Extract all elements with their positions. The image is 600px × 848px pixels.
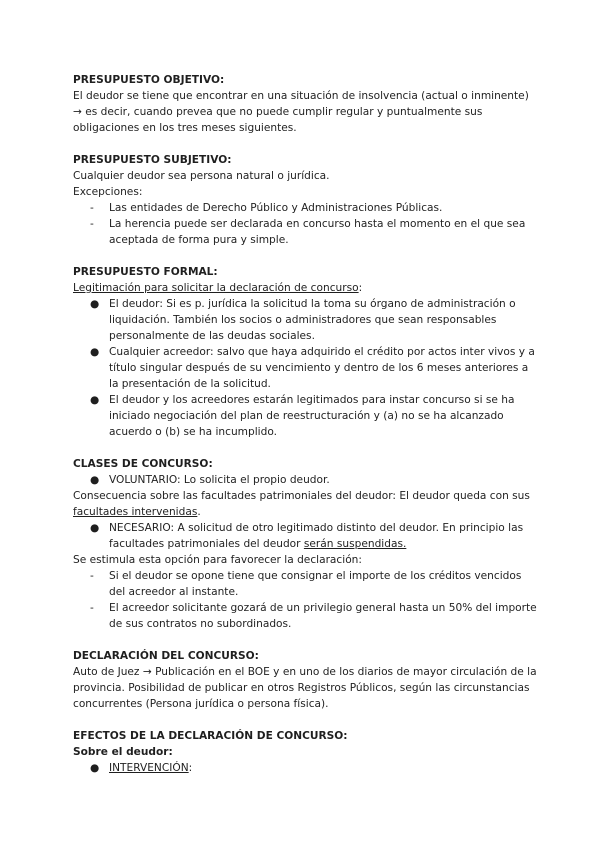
paragraph-objetivo: El deudor se tiene que encontrar en una situación de insolvencia (actual o inminente) → es decir, cuando prevea que no puede cumplir regular y puntualmente sus obligaciones en los tres meses siguientes. <box>73 90 529 134</box>
paragraph-declaracion: Auto de Juez → Publicación en el BOE y en uno de los diarios de mayor circulación de la provincia. Posibilidad de publicar en otros Registros Públicos, según las circunstancias concurrentes (Persona jurídica o persona física). <box>73 666 537 710</box>
section-declaracion-del-concurso <box>73 648 540 712</box>
list-item: - El acreedor solicitante gozará de un privilegio general hasta un 50% del importe de sus contratos no subordinados. <box>90 602 537 630</box>
list-voluntario <box>73 472 540 488</box>
list-item: - Las entidades de Derecho Público y Administraciones Públicas. <box>90 202 443 214</box>
paragraph-subjetivo: Cualquier deudor sea persona natural o jurídica. <box>73 170 330 182</box>
list-item: ● VOLUNTARIO: Lo solicita el propio deudor. <box>90 474 330 486</box>
section-presupuesto-objetivo <box>73 72 540 136</box>
list-efectos <box>73 760 540 776</box>
list-item: ● INTERVENCIÓN: <box>90 762 193 774</box>
label-excepciones: Excepciones: <box>73 186 143 198</box>
section-presupuesto-formal <box>73 264 540 440</box>
list-excepciones <box>73 200 540 248</box>
bullet-mark: ● <box>90 522 100 534</box>
heading-presupuesto-formal: PRESUPUESTO FORMAL: <box>73 266 218 278</box>
list-item: ● El deudor y los acreedores estarán legitimados para instar concurso si se ha iniciado negociación del plan de reestructuración y (a) no se ha alcanzado acuerdo o (b) se ha incumplido. <box>90 394 515 438</box>
paragraph-consecuencia: Consecuencia sobre las facultades patrimoniales del deudor: El deudor queda con sus facultades intervenidas. <box>73 490 530 518</box>
heading-presupuesto-objetivo: PRESUPUESTO OBJETIVO: <box>73 74 225 86</box>
heading-declaracion-del-concurso: DECLARACIÓN DEL CONCURSO: <box>73 650 259 662</box>
list-item: - La herencia puede ser declarada en concurso hasta el momento en el que sea aceptada de forma pura y simple. <box>90 218 526 246</box>
bullet-mark: ● <box>90 298 100 310</box>
bullet-mark: ● <box>90 474 100 486</box>
paragraph-estimula: Se estimula esta opción para favorecer la declaración: <box>73 554 362 566</box>
heading-presupuesto-subjetivo: PRESUPUESTO SUBJETIVO: <box>73 154 232 166</box>
section-clases-de-concurso <box>73 456 540 632</box>
subheading-legitimacion: Legitimación para solicitar la declaración de concurso: <box>73 282 363 294</box>
bullet-mark: ● <box>90 762 100 774</box>
bullet-mark: ● <box>90 394 100 406</box>
subheading-sobre-el-deudor: Sobre el deudor: <box>73 746 173 758</box>
bullet-mark: ● <box>90 346 100 358</box>
heading-clases-de-concurso: CLASES DE CONCURSO: <box>73 458 213 470</box>
list-item: - Si el deudor se opone tiene que consignar el importe de los créditos vencidos del acreedor al instante. <box>90 570 522 598</box>
section-presupuesto-subjetivo <box>73 152 540 248</box>
dash-mark: - <box>90 218 94 230</box>
list-item: ● NECESARIO: A solicitud de otro legitimado distinto del deudor. En principio las facultades patrimoniales del deudor serán suspendidas. <box>90 522 524 550</box>
list-estimula <box>73 568 540 632</box>
list-legitimacion <box>73 296 540 440</box>
dash-mark: - <box>90 570 94 582</box>
dash-mark: - <box>90 202 94 214</box>
list-item: ● El deudor: Si es p. jurídica la solicitud la toma su órgano de administración o liquidación. También los socios o administradores que sean responsables personalmente de las deudas sociales. <box>90 298 516 342</box>
heading-efectos-declaracion: EFECTOS DE LA DECLARACIÓN DE CONCURSO: <box>73 730 348 742</box>
section-efectos-declaracion <box>73 728 540 776</box>
dash-mark: - <box>90 602 94 614</box>
list-item: ● Cualquier acreedor: salvo que haya adquirido el crédito por actos inter vivos y a título singular después de su vencimiento y dentro de los 6 meses anteriores a la presentación de la solicitud. <box>90 346 535 390</box>
list-necesario <box>73 520 540 552</box>
